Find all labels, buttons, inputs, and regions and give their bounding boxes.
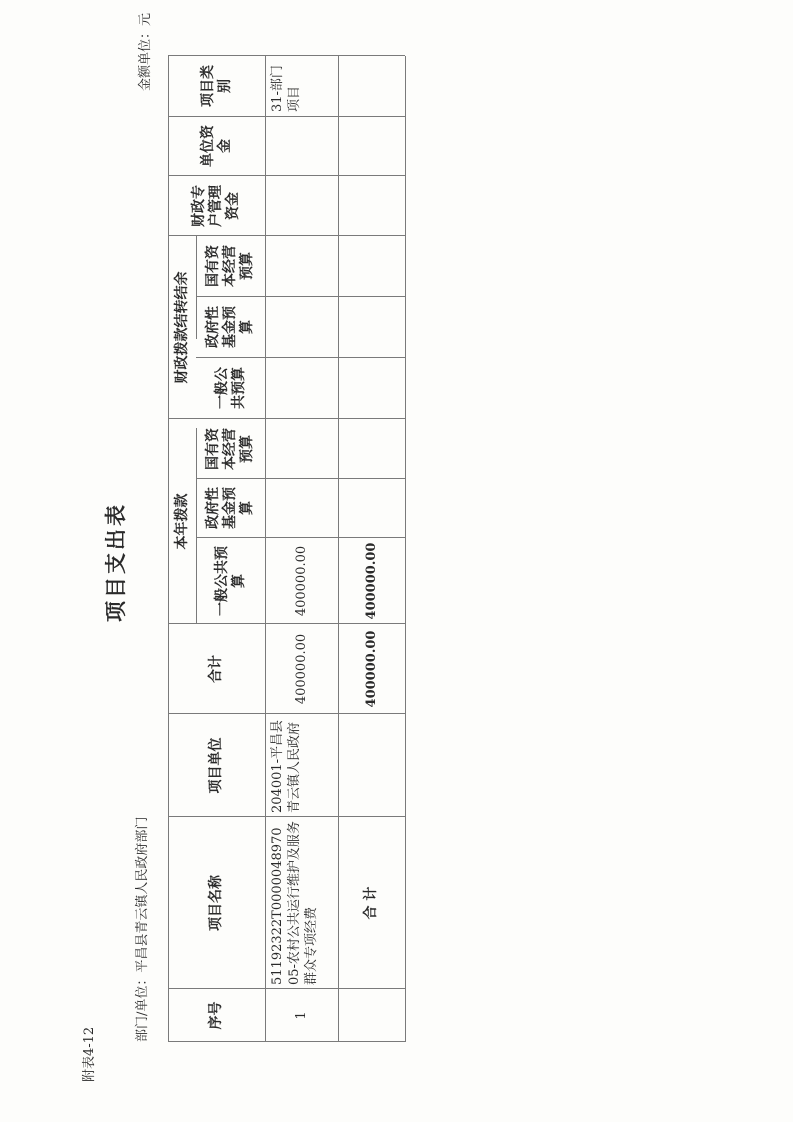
- row-total: 400000.00: [294, 633, 309, 705]
- header-total: 合计: [208, 655, 224, 683]
- sum-general-budget: 400000.00: [364, 542, 379, 620]
- header-special-account: 财政专户管理资金: [191, 185, 241, 227]
- header-state-capital: 国有资本经营预算: [205, 428, 255, 470]
- header-unit-fund: 单位资金: [199, 125, 233, 167]
- row-project-unit: 204001-平昌县青云镇人民政府: [270, 719, 302, 813]
- page-title: 项目支出表: [103, 502, 128, 622]
- header-gov-fund: 政府性基金预算: [205, 487, 255, 529]
- header-carry-state-capital: 国有资本经营预算: [205, 245, 255, 287]
- header-carry-general: 一般公共预算: [213, 367, 247, 409]
- row-seq: 1: [294, 1011, 309, 1020]
- header-project-unit: 项目单位: [208, 737, 224, 794]
- dept-label: 部门/单位：平昌县青云镇人民政府部门: [135, 816, 150, 1042]
- header-general-budget: 一般公共预算: [213, 546, 247, 616]
- amount-unit: 金额单位：元: [138, 13, 153, 92]
- sum-total: 400000.00: [364, 630, 379, 708]
- header-current-year: 本年拨款: [173, 493, 190, 550]
- row-general-budget: 400000.00: [294, 545, 309, 617]
- header-carryover: 财政拨款结转结余: [173, 271, 190, 384]
- row-category: 31-部门项目: [270, 65, 302, 112]
- header-category: 项目类别: [199, 65, 233, 107]
- header-seq: 序号: [208, 1001, 224, 1030]
- sum-label: 合 计: [363, 886, 379, 920]
- row-project-name: 51192322T000004897005-农村公共运行维护及服务群众专项经费: [270, 821, 319, 985]
- header-carry-gov-fund: 政府性基金预算: [205, 306, 255, 348]
- header-project-name: 项目名称: [208, 875, 224, 931]
- attachment-label: 附表4-12: [82, 1026, 97, 1082]
